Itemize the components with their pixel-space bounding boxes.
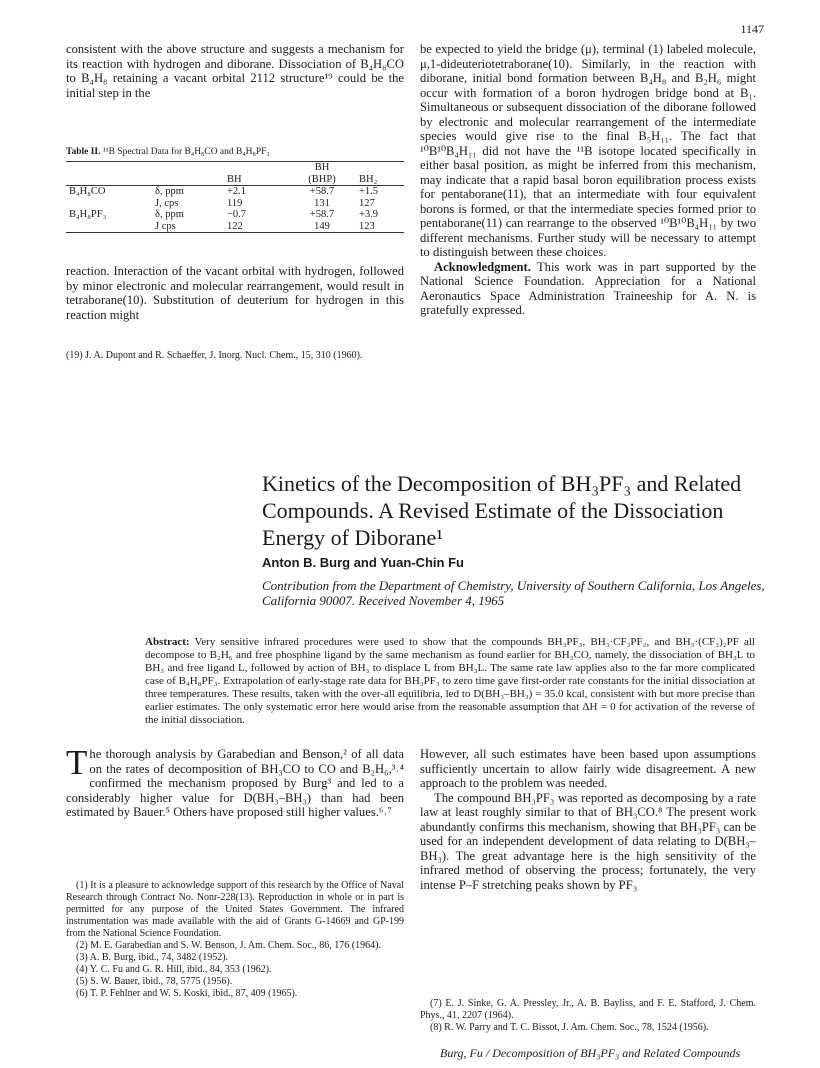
right-top-paragraph: be expected to yield the bridge (μ), terminal (1) labeled molecule, μ,1-dideuteriotetraborane(10). Similarly, in the reaction with diborane, initial bond formation between B₄H₈ and B₂H₆ might occur with formation of a boron hydrogen bridge bond at B₁. Simultaneous or subsequent dissociation of the diborane followed by electronic and molecular rearrangement of the intermediate species would give rise to the final B₅H₁₁. The fact that ¹⁰B¹⁰B₄H₁₁ did not have the ¹¹B isotope located specifically in either basal position, as might be inferred from this mechanism, may indicate that a rapid basal boron equilibration process exists for pentaborane(11), that an intermediate with four equivalent borons is formed, or that the intermediate species formed prior to pentaborane(11) can rearrange to the observed ¹⁰B¹⁰B₄H₁₁ by two different mechanisms. Further study will be necessary to attempt to distinguish between these choices. [420,42,756,259]
table-cell: 122 [227,220,243,232]
abstract [145,636,755,727]
table-row [66,186,404,198]
running-footer: Burg, Fu / Decomposition of BH₃PF₃ and Related Compounds [440,1046,741,1060]
footnote-item: (5) S. W. Bauer, ibid., 78, 5775 (1956). [76,976,233,987]
footnotes-right [420,998,756,1034]
table-cell: 131 [314,197,330,209]
table-cell: +1.5 [359,186,379,197]
footnote-item: (7) E. J. Sinke, G. A. Pressley, Jr., A. B. Bayliss, and F. E. Stafford, J. Chem. Phys., 41, 2207 (1964). [420,998,756,1021]
table-caption [66,147,404,157]
spectral-table-wrapper [66,161,404,233]
footnote-item: (8) R. W. Parry and T. C. Bissot, J. Am. Chem. Soc., 78, 1524 (1956). [430,1022,709,1033]
table-cell: +3.9 [359,209,379,220]
table-cell: B₄H₈PF₃ [69,209,107,220]
right-column-top-text [420,42,756,318]
abstract-label: Abstract: [145,636,190,648]
table-cell: 123 [359,220,375,232]
table-header-cell: BH₂ [359,173,378,185]
abstract-text: Very sensitive infrared procedures were used to show that the compounds BH₃PF₃, BH₃·CF₃PF₂, and BH₃·(CF₃)₂PF all decompose to B₂H₆ and free phosphine ligand by the same mechanism as found earlier for BH₃CO, namely, the dissociation of BH₃L to BH₃ and free ligand L, followed by action of BH₃ to displace L from BH₃L. The same rate law applies also to the far more complicated case of B₄H₈PF₃. Extrapolation of early-stage rate data for BH₃PF₃ to zero time gave first-order rate constants for the initial dissociation at three temperatures. These results, taken with the over-all equilibria, led to D(BH₃–BH₃) = 35.0 kcal, consistent with but more precise than earlier estimates. The only systematic error here would arise from the reasonable assumption that ΔH = 0 for activation of the reverse of the initial dissociation. [145,636,755,726]
table-cell: +2.1 [227,186,247,197]
footnotes-left [66,880,404,1000]
table-header-cell [152,162,224,186]
footnote-item: (3) A. B. Burg, ibid., 74, 3482 (1952). [76,952,229,963]
table-caption-label: Table II. [66,147,101,157]
table-header-cell [66,162,152,186]
table-header-cell: BH (BHP) [308,162,336,185]
table-cell: +58.7 [309,186,335,197]
body-right-paragraph-2: The compound BH₃PF₃ was reported as decomposing by a rate law at least roughly similar to that of BH₃CO.⁸ The present work abundantly confirms this mechanism, showing that BH₃PF₃ can be used for an independent development of data relating to D(BH₃–BH₃). The great advantage here is the high sensitivity of the infrared method of observing the process; fortunately, the very intense P–F stretching peaks shown by PF₃ [420,790,756,892]
table-cell: 149 [314,220,330,232]
footnote-item: (2) M. E. Garabedian and S. W. Benson, J. Am. Chem. Soc., 86, 176 (1964). [76,940,381,951]
footnote-19: (19) J. A. Dupont and R. Schaeffer, J. Inorg. Nucl. Chem., 15, 310 (1960). [66,350,363,361]
body-right-column [420,747,756,892]
body-right-paragraph-1: However, all such estimates have been based upon assumptions sufficiently uncertain to allow fairly wide disagreement. A new approach to the problem was needed. [420,747,756,790]
table-cell: 127 [359,197,375,209]
spectral-data-table [66,161,404,233]
left-column-top-text [66,42,404,100]
table-cell: J cps [155,220,176,232]
table-row [66,221,404,233]
drop-cap: T [66,743,88,782]
table-cell: −0.7 [227,209,247,220]
left-column-mid-text [66,264,404,322]
table-cell: J, cps [155,197,179,209]
left-mid-paragraph: reaction. Interaction of the vacant orbital with hydrogen, followed by minor electronic and molecular rearrangement, would result in tetraborane(10). Substitution of deuterium for hydrogen in this reaction might [66,264,404,322]
page-number: 1147 [740,22,764,36]
body-left-paragraph: he thorough analysis by Garabedian and Benson,² of all data on the rates of decomposition of BH₃CO to CO and B₂H₆,³˒⁴ confirmed the mechanism proposed by Burg³ and led to a considerably higher value for D(BH₃–BH₃) than had been estimated by Bauer.⁵ Others have proposed still higher values.⁶˒⁷ [66,747,404,819]
article-title: Kinetics of the Decomposition of BH₃PF₃ and Related Compounds. A Revised Estimate of the Dissociation Energy of Diborane¹ [262,471,742,550]
authors: Anton B. Burg and Yuan-Chin Fu [262,555,464,570]
table-cell: 119 [227,197,243,209]
acknowledgment-label: Acknowledgment. [434,259,531,274]
table-cell [66,221,152,233]
table-cell: +58.7 [309,209,335,220]
table-row [66,209,404,221]
affiliation: Contribution from the Department of Chemistry, University of Southern California, Los Angeles, California 90007. Received November 4, 1965 [262,578,765,608]
footnote-item: (1) It is a pleasure to acknowledge support of this research by the Office of Naval Research through Contract No. Nonr-228(13). Reproduction in whole or in part is permitted for any purpose of the United States Government. The infrared instrumentation was made available with the aid of Grants G-14669 and GP-199 from the National Science Foundation. [66,880,404,939]
table-header-cell: BH [227,173,242,185]
footnote-item: (6) T. P. Fehlner and W. S. Koski, ibid., 87, 409 (1965). [76,988,298,999]
acknowledgment-text: This work was in part supported by the National Science Foundation. Appreciation for a National Aeronautics Space Administration Traineeship for A. N. is gratefully expressed. [420,259,756,317]
body-left-column [66,743,404,820]
acknowledgment [420,260,756,318]
footnote-item: (4) Y. C. Fu and G. R. Hill, ibid., 84, 353 (1962). [76,964,272,975]
table-cell: B₄H₈CO [69,186,106,197]
table-cell: δ, ppm [155,186,184,197]
table-row [66,198,404,210]
table-caption-text: ¹¹B Spectral Data for B₄H₈CO and B₄H₈PF₃ [102,147,270,157]
table-cell: δ, ppm [155,209,184,220]
left-top-paragraph: consistent with the above structure and suggests a mechanism for its reaction with hydrogen and diborane. Dissociation of B₄H₈CO to B₄H₈ retaining a vacant orbital 2112 structure¹⁹ could be the initial step in the [66,42,404,100]
table-cell [66,198,152,210]
